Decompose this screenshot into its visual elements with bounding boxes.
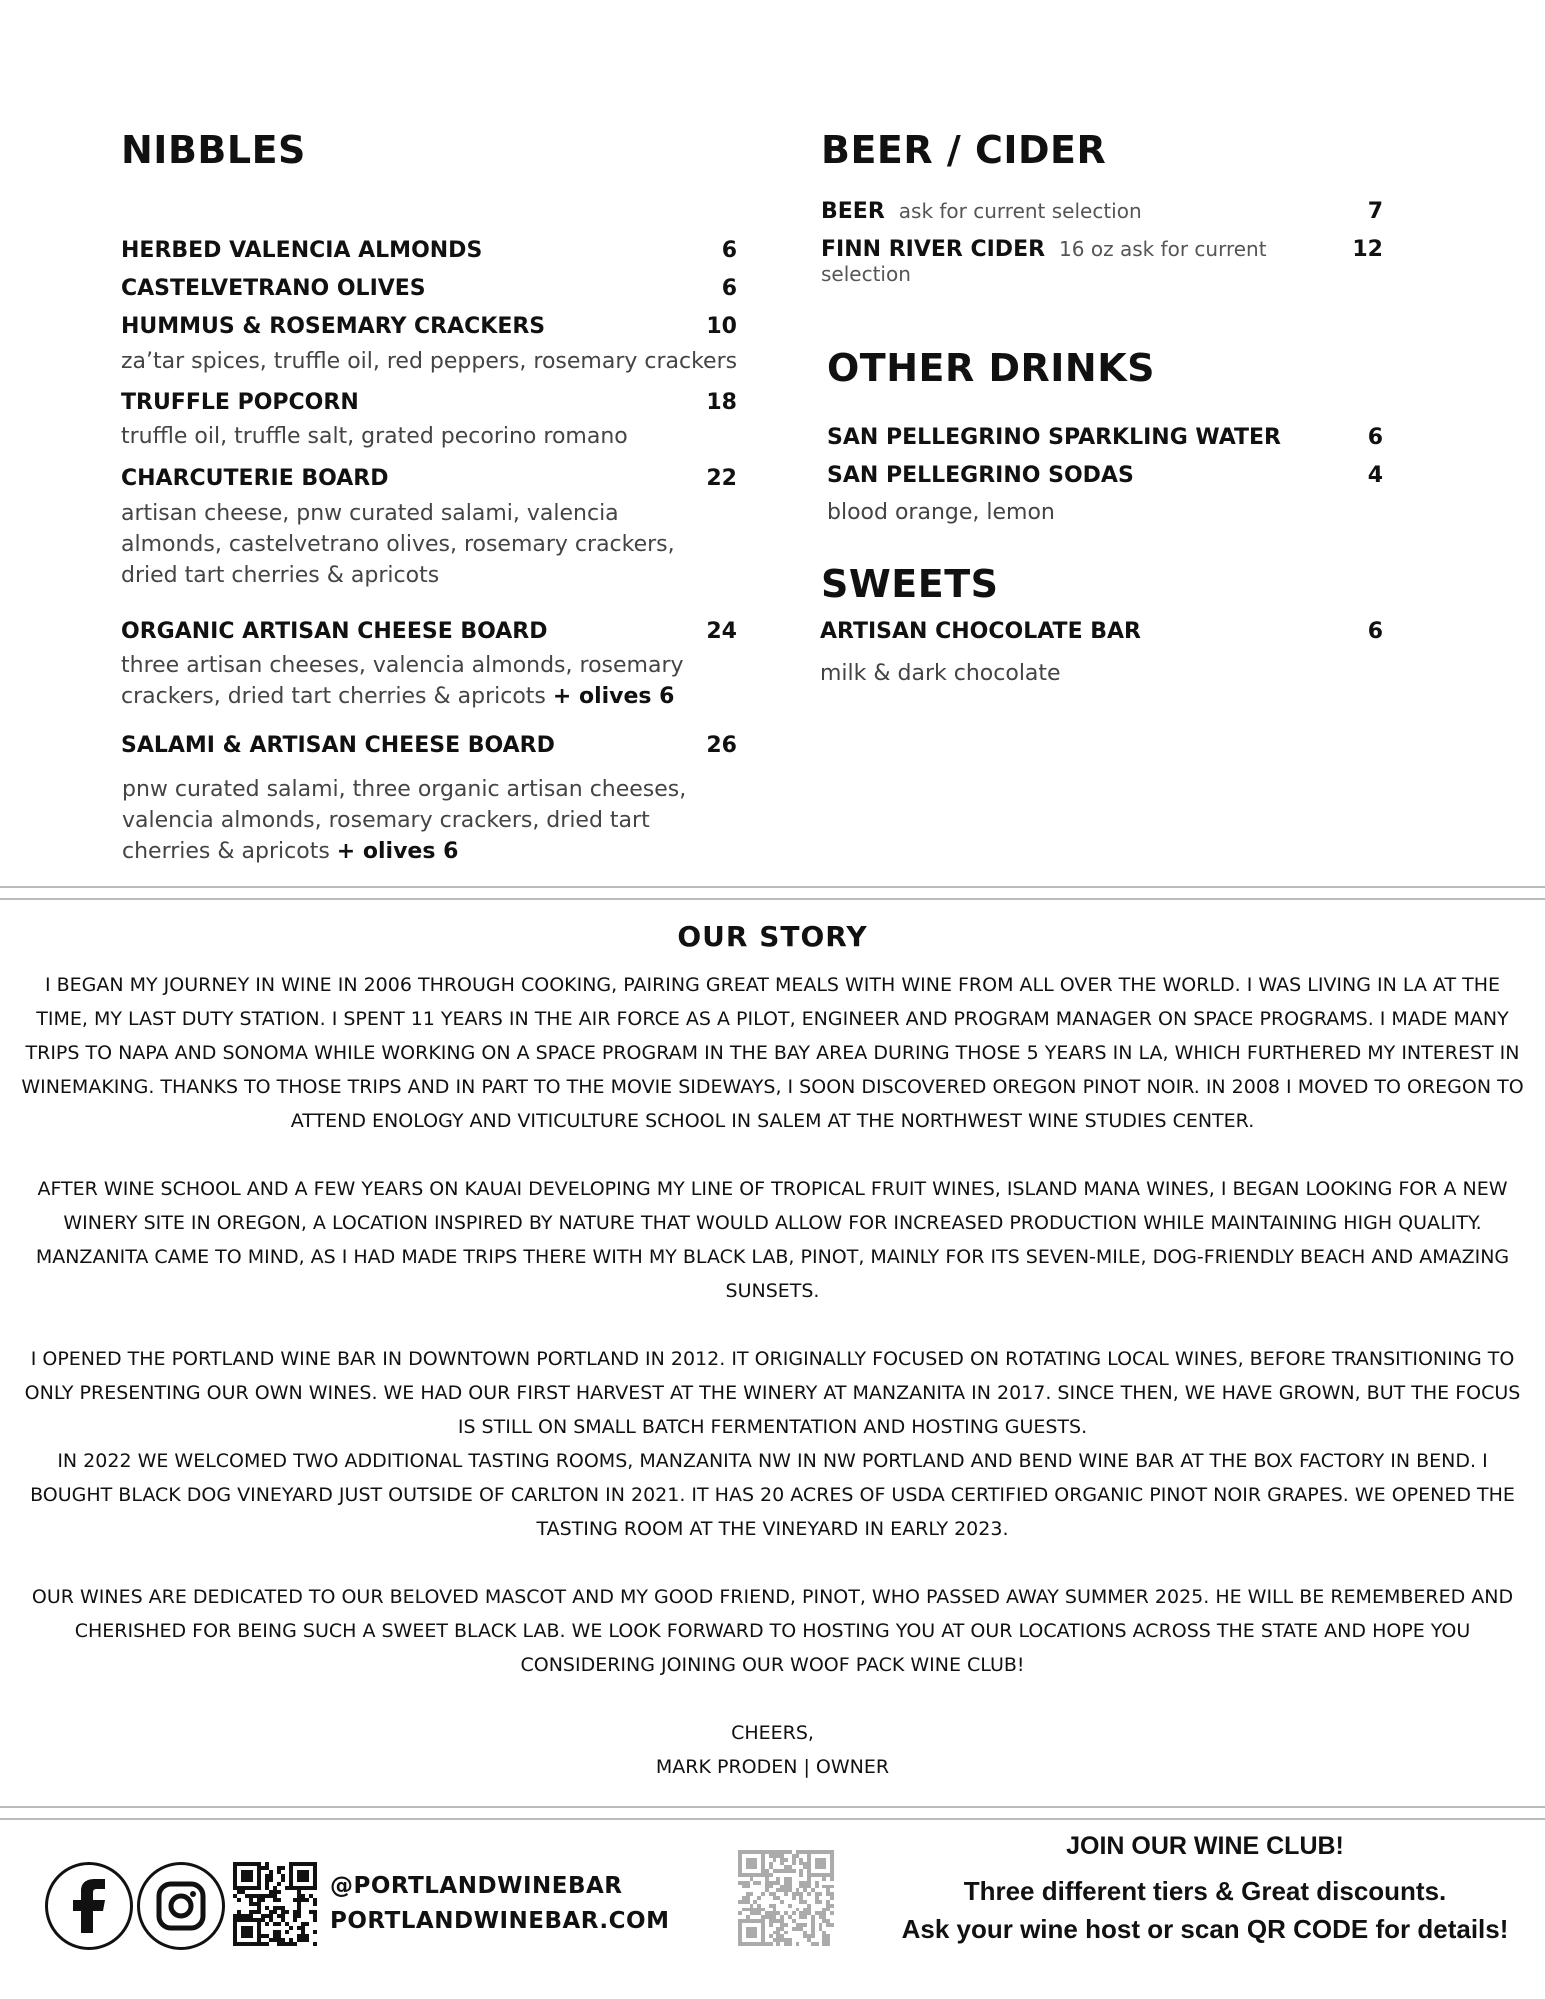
item-price: 6 <box>1367 619 1383 644</box>
item-price: 22 <box>706 466 737 491</box>
beer-heading: BEER / CIDER <box>821 128 1107 172</box>
wine-club-qr-code[interactable] <box>738 1850 834 1946</box>
item-description: blood orange, lemon <box>827 500 1055 525</box>
menu-item <box>821 199 1383 224</box>
addon: + olives 6 <box>336 839 459 864</box>
club-title: JOIN OUR WINE CLUB! <box>1066 1832 1344 1860</box>
desc-line <box>121 681 684 712</box>
item-price: 24 <box>706 619 737 644</box>
desc-line: artisan cheese, pnw curated salami, valencia <box>121 501 619 526</box>
item-description <box>121 650 684 712</box>
desc-text: cherries & apricots <box>122 839 330 864</box>
item-name: TRUFFLE POPCORN <box>121 390 359 415</box>
menu-item <box>121 314 737 339</box>
item-name: BEER <box>821 199 885 224</box>
social-qr-code[interactable] <box>233 1862 317 1946</box>
nibbles-heading: NIBBLES <box>121 128 306 172</box>
club-line: Three different tiers & Great discounts. <box>963 1876 1447 1906</box>
desc-line: pnw curated salami, three organic artisan cheeses, <box>122 777 687 802</box>
item-description <box>122 774 686 867</box>
item-note: 16 oz ask for current selection <box>821 237 1267 286</box>
item-name: HUMMUS & ROSEMARY CRACKERS <box>121 314 546 339</box>
item-name: HERBED VALENCIA ALMONDS <box>121 238 483 263</box>
menu-item <box>121 733 737 758</box>
story-signoff: CHEERS, <box>731 1722 814 1744</box>
item-name: CASTELVETRANO OLIVES <box>121 276 426 301</box>
item-price: 26 <box>706 733 737 758</box>
menu-item <box>121 276 737 301</box>
qr-module <box>313 1942 317 1946</box>
item-name: CHARCUTERIE BOARD <box>121 466 389 491</box>
item-price: 6 <box>721 276 737 301</box>
menu-item <box>827 463 1383 488</box>
instagram-icon[interactable] <box>137 1862 225 1950</box>
desc-line: valencia almonds, rosemary crackers, dried tart <box>122 808 650 833</box>
addon: + olives 6 <box>552 684 675 709</box>
menu-item <box>121 466 737 491</box>
item-note: ask for current selection <box>898 199 1142 223</box>
item-name: ARTISAN CHOCOLATE BAR <box>820 619 1141 644</box>
menu-item <box>121 619 737 644</box>
item-price: 10 <box>706 314 737 339</box>
menu-item <box>121 390 737 415</box>
menu-item <box>820 619 1383 644</box>
divider <box>0 1806 1545 1808</box>
item-price: 6 <box>721 238 737 263</box>
desc-line: dried tart cherries & apricots <box>121 563 440 588</box>
qr-module <box>830 1942 834 1946</box>
item-price: 7 <box>1367 199 1383 224</box>
social-handle[interactable]: @PORTLANDWINEBAR <box>330 1873 623 1899</box>
item-name: ORGANIC ARTISAN CHEESE BOARD <box>121 619 548 644</box>
club-line: Ask your wine host or scan QR CODE for details! <box>901 1914 1509 1944</box>
desc-line: three artisan cheeses, valencia almonds, rosemary <box>121 653 684 678</box>
story-paragraph: OUR WINES ARE DEDICATED TO OUR BELOVED MASCOT AND MY GOOD FRIEND, PINOT, WHO PASSED AWAY SUMMER 2025. HE WILL BE REMEMBERED AND CHERISHED FOR BEING SUCH A SWEET BLACK LAB. WE LOOK FORWARD TO HOSTING YOU AT OUR LOCATIONS ACROSS THE STATE AND HOPE YOU CONSIDERING JOINING OUR WOOF PACK WINE CLUB! <box>31 1586 1514 1676</box>
item-name: SAN PELLEGRINO SODAS <box>827 463 1134 488</box>
divider <box>0 886 1545 888</box>
story-paragraph: I BEGAN MY JOURNEY IN WINE IN 2006 THROUGH COOKING, PAIRING GREAT MEALS WITH WINE FROM ALL OVER THE WORLD. I WAS LIVING IN LA AT THE TIME, MY LAST DUTY STATION. I SPENT 11 YEARS IN THE AIR FORCE AS A PILOT, ENGINEER AND PROGRAM MANAGER ON SPACE PROGRAMS. I MADE MANY TRIPS TO NAPA AND SONOMA WHILE WORKING ON A SPACE PROGRAM IN THE BAY AREA DURING THOSE 5 YEARS IN LA, WHICH FURTHERED MY INTEREST IN WINEMAKING. THANKS TO THOSE TRIPS AND IN PART TO THE MOVIE SIDEWAYS, I SOON DISCOVERED OREGON PINOT NOIR. IN 2008 I MOVED TO OREGON TO ATTEND ENOLOGY AND VITICULTURE SCHOOL IN SALEM AT THE NORTHWEST WINE STUDIES CENTER. <box>21 974 1524 1132</box>
divider <box>0 898 1545 900</box>
story-title: OUR STORY <box>677 920 868 953</box>
story-paragraph: I OPENED THE PORTLAND WINE BAR IN DOWNTOWN PORTLAND IN 2012. IT ORIGINALLY FOCUSED ON ROTATING LOCAL WINES, BEFORE TRANSITIONING TO ONLY PRESENTING OUR OWN WINES. WE HAD OUR FIRST HARVEST AT THE WINERY AT MANZANITA IN 2017. SINCE THEN, WE HAVE GROWN, BUT THE FOCUS IS STILL ON SMALL BATCH FERMENTATION AND HOSTING GUESTS. <box>24 1348 1521 1438</box>
item-description: truffle oil, truffle salt, grated pecorino romano <box>121 424 628 449</box>
item-name: SAN PELLEGRINO SPARKLING WATER <box>827 425 1281 450</box>
facebook-glyph <box>69 1879 109 1933</box>
story-paragraph: IN 2022 WE WELCOMED TWO ADDITIONAL TASTING ROOMS, MANZANITA NW IN NW PORTLAND AND BEND WINE BAR AT THE BOX FACTORY IN BEND. I BOUGHT BLACK DOG VINEYARD JUST OUTSIDE OF CARLTON IN 2021. IT HAS 20 ACRES OF USDA CERTIFIED ORGANIC PINOT NOIR GRAPES. WE OPENED THE TASTING ROOM AT THE VINEYARD IN EARLY 2023. <box>30 1450 1515 1540</box>
item-description: milk & dark chocolate <box>820 661 1061 686</box>
item-name: FINN RIVER CIDER <box>821 237 1046 262</box>
sweets-heading: SWEETS <box>821 562 999 606</box>
item-description <box>121 498 675 591</box>
menu-item <box>121 238 737 263</box>
item-price: 18 <box>706 390 737 415</box>
desc-line <box>122 836 686 867</box>
menu-item <box>827 425 1383 450</box>
item-description: za’tar spices, truffle oil, red peppers, rosemary crackers <box>121 349 738 374</box>
story-signature: MARK PRODEN | OWNER <box>655 1756 890 1778</box>
item-price: 4 <box>1367 463 1383 488</box>
story-body <box>20 968 1525 1784</box>
item-price: 12 <box>1352 237 1383 262</box>
divider <box>0 1818 1545 1820</box>
facebook-icon[interactable] <box>45 1862 133 1950</box>
item-price: 6 <box>1367 425 1383 450</box>
desc-line: almonds, castelvetrano olives, rosemary crackers, <box>121 532 675 557</box>
instagram-glyph <box>156 1881 206 1931</box>
website-link[interactable]: PORTLANDWINEBAR.COM <box>330 1908 670 1934</box>
other-drinks-heading: OTHER DRINKS <box>827 346 1156 390</box>
item-name: SALAMI & ARTISAN CHEESE BOARD <box>121 733 555 758</box>
menu-item <box>821 237 1383 286</box>
desc-text: crackers, dried tart cherries & apricots <box>121 684 546 709</box>
story-paragraph: AFTER WINE SCHOOL AND A FEW YEARS ON KAUAI DEVELOPING MY LINE OF TROPICAL FRUIT WINES, ISLAND MANA WINES, I BEGAN LOOKING FOR A NEW WINERY SITE IN OREGON, A LOCATION INSPIRED BY NATURE THAT WOULD ALLOW FOR INCREASED PRODUCTION WHILE MAINTAINING HIGH QUALITY. MANZANITA CAME TO MIND, AS I HAD MADE TRIPS THERE WITH MY BLACK LAB, PINOT, MAINLY FOR ITS SEVEN-MILE, DOG-FRIENDLY BEACH AND AMAZING SUNSETS. <box>35 1178 1510 1302</box>
